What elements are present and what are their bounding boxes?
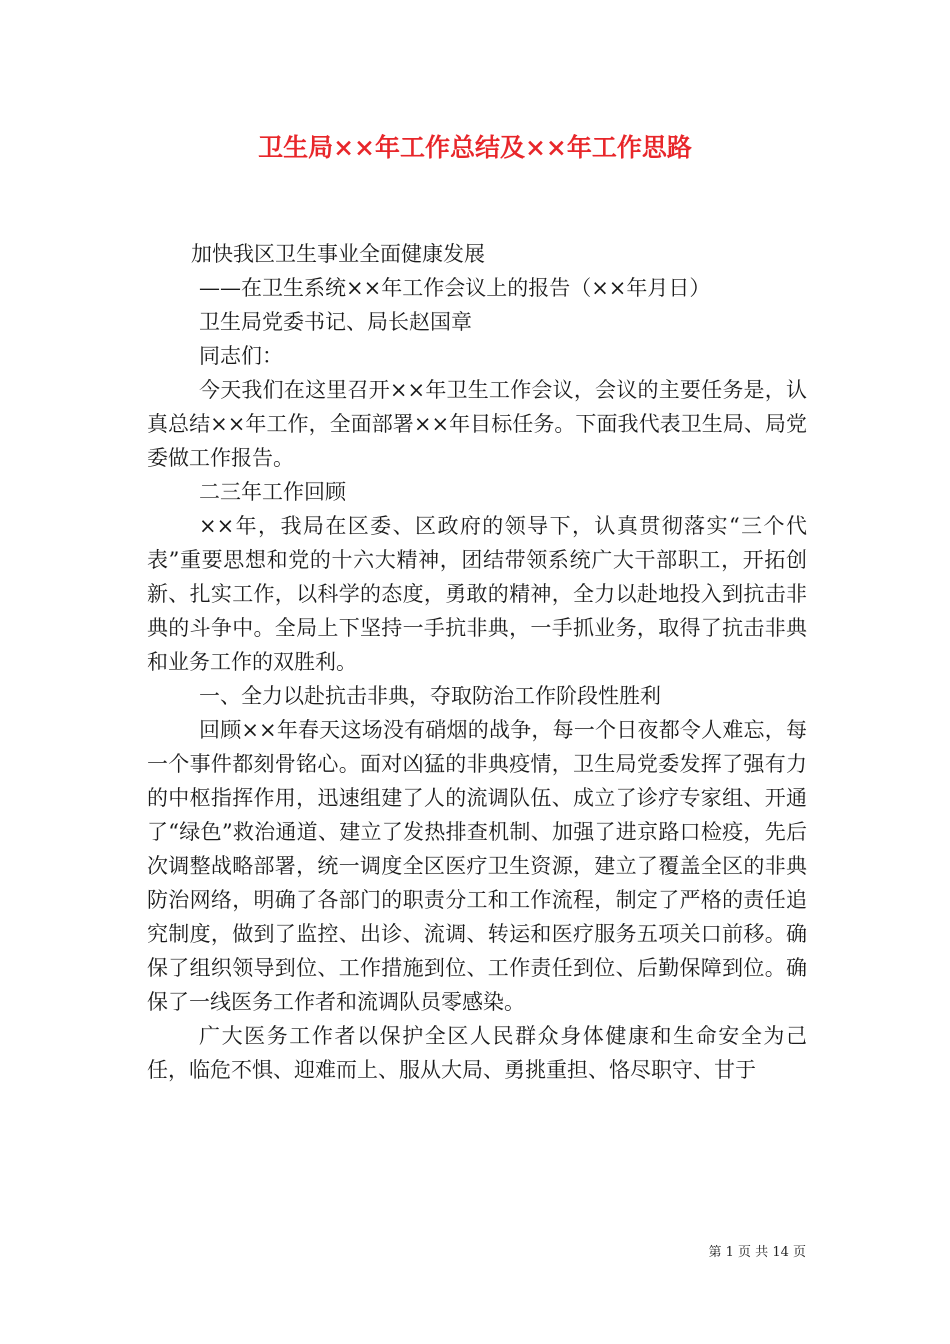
section-heading-review: 二三年工作回顾	[199, 480, 346, 504]
paragraph-intro: 今天我们在这里召开××年卫生工作会议，会议的主要任务是，认真总结××年工作，全面部署××年目标任务。下面我代表卫生局、局党委做工作报告。	[147, 378, 807, 470]
page-number: 第 1 页 共 14 页	[708, 1245, 806, 1260]
author-line: 卫生局党委书记、局长赵国章	[199, 310, 472, 334]
salutation: 同志们：	[199, 344, 283, 368]
report-note: ——在卫生系统××年工作会议上的报告（××年月日）	[199, 276, 711, 300]
document-title: 卫生局××年工作总结及××年工作思路	[258, 133, 692, 162]
document-subtitle: 加快我区卫生事业全面健康发展	[191, 242, 485, 266]
paragraph-sars-review: 回顾××年春天这场没有硝烟的战争，每一个日夜都令人难忘，每一个事件都刻骨铭心。面对凶猛的非典疫情，卫生局党委发挥了强有力的中枢指挥作用，迅速组建了人的流调队伍、成立了诊疗专家组、开通了“绿色”救治通道、建立了发热排查机制、加强了进京路口检疫，先后次调整战略部署，统一调度全区医疗卫生资源，建立了覆盖全区的非典防治网络，明确了各部门的职责分工和工作流程，制定了严格的责任追究制度，做到了监控、出诊、流调、转运和医疗服务五项关口前移。确保了组织领导到位、工作措施到位、工作责任到位、后勤保障到位。确保了一线医务工作者和流调队员零感染。	[147, 718, 807, 1014]
paragraph-overview: ××年，我局在区委、区政府的领导下，认真贯彻落实“三个代表”重要思想和党的十六大精神，团结带领系统广大干部职工，开拓创新、扎实工作，以科学的态度，勇敢的精神，全力以赴地投入到抗击非典的斗争中。全局上下坚持一手抗非典，一手抓业务，取得了抗击非典和业务工作的双胜利。	[147, 514, 807, 674]
document-body	[147, 237, 807, 1087]
paragraph-medical-workers: 广大医务工作者以保护全区人民群众身体健康和生命安全为己任，临危不惧、迎难而上、服从大局、勇挑重担、恪尽职守、甘于	[147, 1024, 807, 1082]
section-heading-sars: 一、全力以赴抗击非典，夺取防治工作阶段性胜利	[199, 684, 661, 708]
